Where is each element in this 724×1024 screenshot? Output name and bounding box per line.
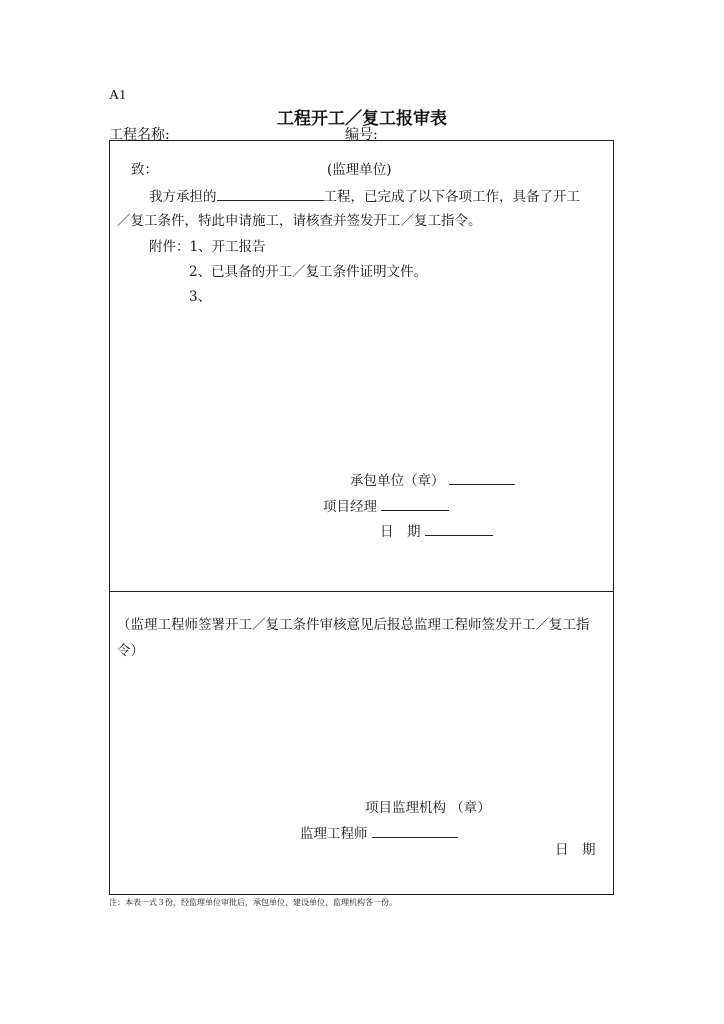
attachment-item-1: [149, 235, 266, 255]
review-note: （监理工程师签署开工／复工条件审核意见后报总监理工程师签发开工／复工指令）: [117, 617, 590, 659]
application-date-label: 日 期: [380, 524, 421, 540]
application-date-row: [380, 520, 493, 540]
supervising-engineer-row: [300, 822, 458, 842]
project-manager-label: 项目经理: [323, 499, 377, 515]
statement-prefix: 我方承担的: [149, 189, 217, 205]
form-code: A1: [109, 88, 127, 103]
review-date-label: 日 期: [555, 842, 596, 858]
project-name-blank[interactable]: [217, 186, 324, 201]
supervising-engineer-blank[interactable]: [372, 823, 458, 838]
contractor-unit-blank[interactable]: [449, 470, 515, 485]
supervisor-unit-label: (监理单位): [327, 162, 392, 178]
attachment-item-2: 2、已具备的开工／复工条件证明文件。: [189, 264, 428, 280]
attachments-label: 附件：: [149, 239, 190, 255]
section-divider: [109, 591, 614, 592]
statement-line-2: ／复工条件，特此申请施工，请核查并签发开工／复工指令。: [117, 213, 482, 229]
project-name-label: 工程名称:: [109, 127, 170, 143]
project-manager-blank[interactable]: [381, 496, 449, 511]
application-date-blank[interactable]: [425, 521, 493, 536]
supervision-org-label: 项目监理机构 （章）: [365, 800, 491, 816]
contractor-unit-row: [350, 469, 515, 489]
page-title: 工程开工／复工报审表: [277, 109, 447, 129]
number-label: 编号:: [345, 127, 378, 143]
to-label: 致：: [131, 162, 158, 178]
attachment-item-3: 3、: [189, 289, 212, 305]
attachment-1-text: 1、开工报告: [189, 239, 266, 255]
contractor-unit-label: 承包单位（章）: [350, 473, 445, 489]
supervising-engineer-label: 监理工程师: [300, 826, 368, 842]
statement-line-1: [149, 185, 580, 205]
project-manager-row: [323, 495, 449, 515]
footer-note: 注：本表一式３份，经监理单位审批后，承包单位、建设单位、监理机构各一份。: [109, 898, 397, 907]
statement-suffix: 工程，已完成了以下各项工作，具备了开工: [323, 189, 580, 205]
